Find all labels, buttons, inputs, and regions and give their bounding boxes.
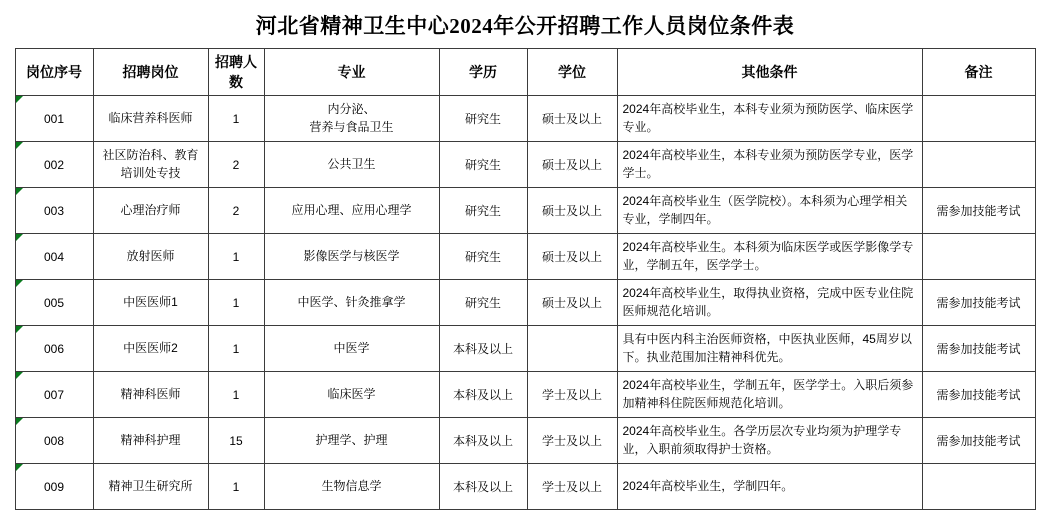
- cell-education: 研究生: [439, 188, 527, 234]
- cell-remark: 需参加技能考试: [922, 188, 1035, 234]
- table-row: [15, 142, 1035, 188]
- cell-remark: 需参加技能考试: [922, 280, 1035, 326]
- cell-degree: 硕士及以上: [527, 96, 617, 142]
- cell-post: 放射医师: [93, 234, 208, 280]
- cell-post: 社区防治科、教育培训处专技: [93, 142, 208, 188]
- cell-major: 中医学: [264, 326, 439, 372]
- table-row: [15, 372, 1035, 418]
- cell-seq: 006: [15, 326, 93, 372]
- cell-other: 2024年高校毕业生，取得执业资格，完成中医专业住院医师规范化培训。: [617, 280, 922, 326]
- table-row: [15, 96, 1035, 142]
- cell-major: 影像医学与核医学: [264, 234, 439, 280]
- cell-other: 具有中医内科主治医师资格，中医执业医师，45周岁以下。执业范围加注精神科优先。: [617, 326, 922, 372]
- cell-count: 1: [208, 464, 264, 510]
- cell-seq: 001: [15, 96, 93, 142]
- cell-education: 本科及以上: [439, 418, 527, 464]
- table-row: [15, 234, 1035, 280]
- cell-education: 本科及以上: [439, 464, 527, 510]
- cell-degree: 硕士及以上: [527, 234, 617, 280]
- column-header-seq: 岗位序号: [15, 49, 93, 96]
- cell-post: 中医医师1: [93, 280, 208, 326]
- column-header-remark: 备注: [922, 49, 1035, 96]
- column-header-education: 学历: [439, 49, 527, 96]
- cell-major: 公共卫生: [264, 142, 439, 188]
- column-header-degree: 学位: [527, 49, 617, 96]
- cell-degree: 硕士及以上: [527, 280, 617, 326]
- recruitment-table: [15, 48, 1036, 510]
- cell-seq: 004: [15, 234, 93, 280]
- cell-seq: 005: [15, 280, 93, 326]
- cell-count: 2: [208, 188, 264, 234]
- cell-other: 2024年高校毕业生（医学院校）。本科须为心理学相关专业，学制四年。: [617, 188, 922, 234]
- table-header: [15, 49, 1035, 96]
- cell-remark: [922, 234, 1035, 280]
- column-header-major: 专业: [264, 49, 439, 96]
- cell-count: 1: [208, 234, 264, 280]
- cell-seq: 008: [15, 418, 93, 464]
- cell-degree: 硕士及以上: [527, 188, 617, 234]
- cell-education: 研究生: [439, 142, 527, 188]
- cell-count: 2: [208, 142, 264, 188]
- cell-count: 1: [208, 96, 264, 142]
- cell-major: 应用心理、应用心理学: [264, 188, 439, 234]
- cell-other: 2024年高校毕业生。本科须为临床医学或医学影像学专业，学制五年，医学学士。: [617, 234, 922, 280]
- table-row: [15, 280, 1035, 326]
- table-row: [15, 188, 1035, 234]
- cell-count: 1: [208, 372, 264, 418]
- cell-major: 中医学、针灸推拿学: [264, 280, 439, 326]
- cell-count: 1: [208, 326, 264, 372]
- cell-other: 2024年高校毕业生。各学历层次专业均须为护理学专业，入职前须取得护士资格。: [617, 418, 922, 464]
- table-row: [15, 326, 1035, 372]
- cell-education: 本科及以上: [439, 326, 527, 372]
- column-header-other: 其他条件: [617, 49, 922, 96]
- cell-major: 生物信息学: [264, 464, 439, 510]
- cell-degree: [527, 326, 617, 372]
- cell-count: 1: [208, 280, 264, 326]
- table-row: [15, 464, 1035, 510]
- column-header-count: 招聘人数: [208, 49, 264, 96]
- cell-post: 精神科医师: [93, 372, 208, 418]
- cell-degree: 硕士及以上: [527, 142, 617, 188]
- cell-major: 临床医学: [264, 372, 439, 418]
- table-header-row: [15, 49, 1035, 96]
- cell-degree: 学士及以上: [527, 418, 617, 464]
- cell-seq: 009: [15, 464, 93, 510]
- cell-remark: [922, 96, 1035, 142]
- cell-major: 护理学、护理: [264, 418, 439, 464]
- cell-post: 中医医师2: [93, 326, 208, 372]
- cell-remark: [922, 464, 1035, 510]
- cell-post: 精神科护理: [93, 418, 208, 464]
- cell-post: 心理治疗师: [93, 188, 208, 234]
- cell-seq: 003: [15, 188, 93, 234]
- cell-education: 研究生: [439, 280, 527, 326]
- column-header-post: 招聘岗位: [93, 49, 208, 96]
- cell-other: 2024年高校毕业生，本科专业须为预防医学专业，医学学士。: [617, 142, 922, 188]
- cell-other: 2024年高校毕业生，本科专业须为预防医学、临床医学专业。: [617, 96, 922, 142]
- cell-degree: 学士及以上: [527, 464, 617, 510]
- cell-other: 2024年高校毕业生，学制五年，医学学士。入职后须参加精神科住院医师规范化培训。: [617, 372, 922, 418]
- cell-remark: 需参加技能考试: [922, 372, 1035, 418]
- cell-major: 内分泌、 营养与食品卫生: [264, 96, 439, 142]
- cell-education: 研究生: [439, 96, 527, 142]
- cell-other: 2024年高校毕业生，学制四年。: [617, 464, 922, 510]
- cell-seq: 002: [15, 142, 93, 188]
- table-body: [15, 96, 1035, 510]
- cell-remark: 需参加技能考试: [922, 418, 1035, 464]
- table-row: [15, 418, 1035, 464]
- cell-post: 临床营养科医师: [93, 96, 208, 142]
- cell-education: 研究生: [439, 234, 527, 280]
- page-title: 河北省精神卫生中心2024年公开招聘工作人员岗位条件表: [255, 14, 795, 38]
- cell-count: 15: [208, 418, 264, 464]
- cell-remark: 需参加技能考试: [922, 326, 1035, 372]
- cell-education: 本科及以上: [439, 372, 527, 418]
- cell-seq: 007: [15, 372, 93, 418]
- cell-degree: 学士及以上: [527, 372, 617, 418]
- cell-post: 精神卫生研究所: [93, 464, 208, 510]
- cell-remark: [922, 142, 1035, 188]
